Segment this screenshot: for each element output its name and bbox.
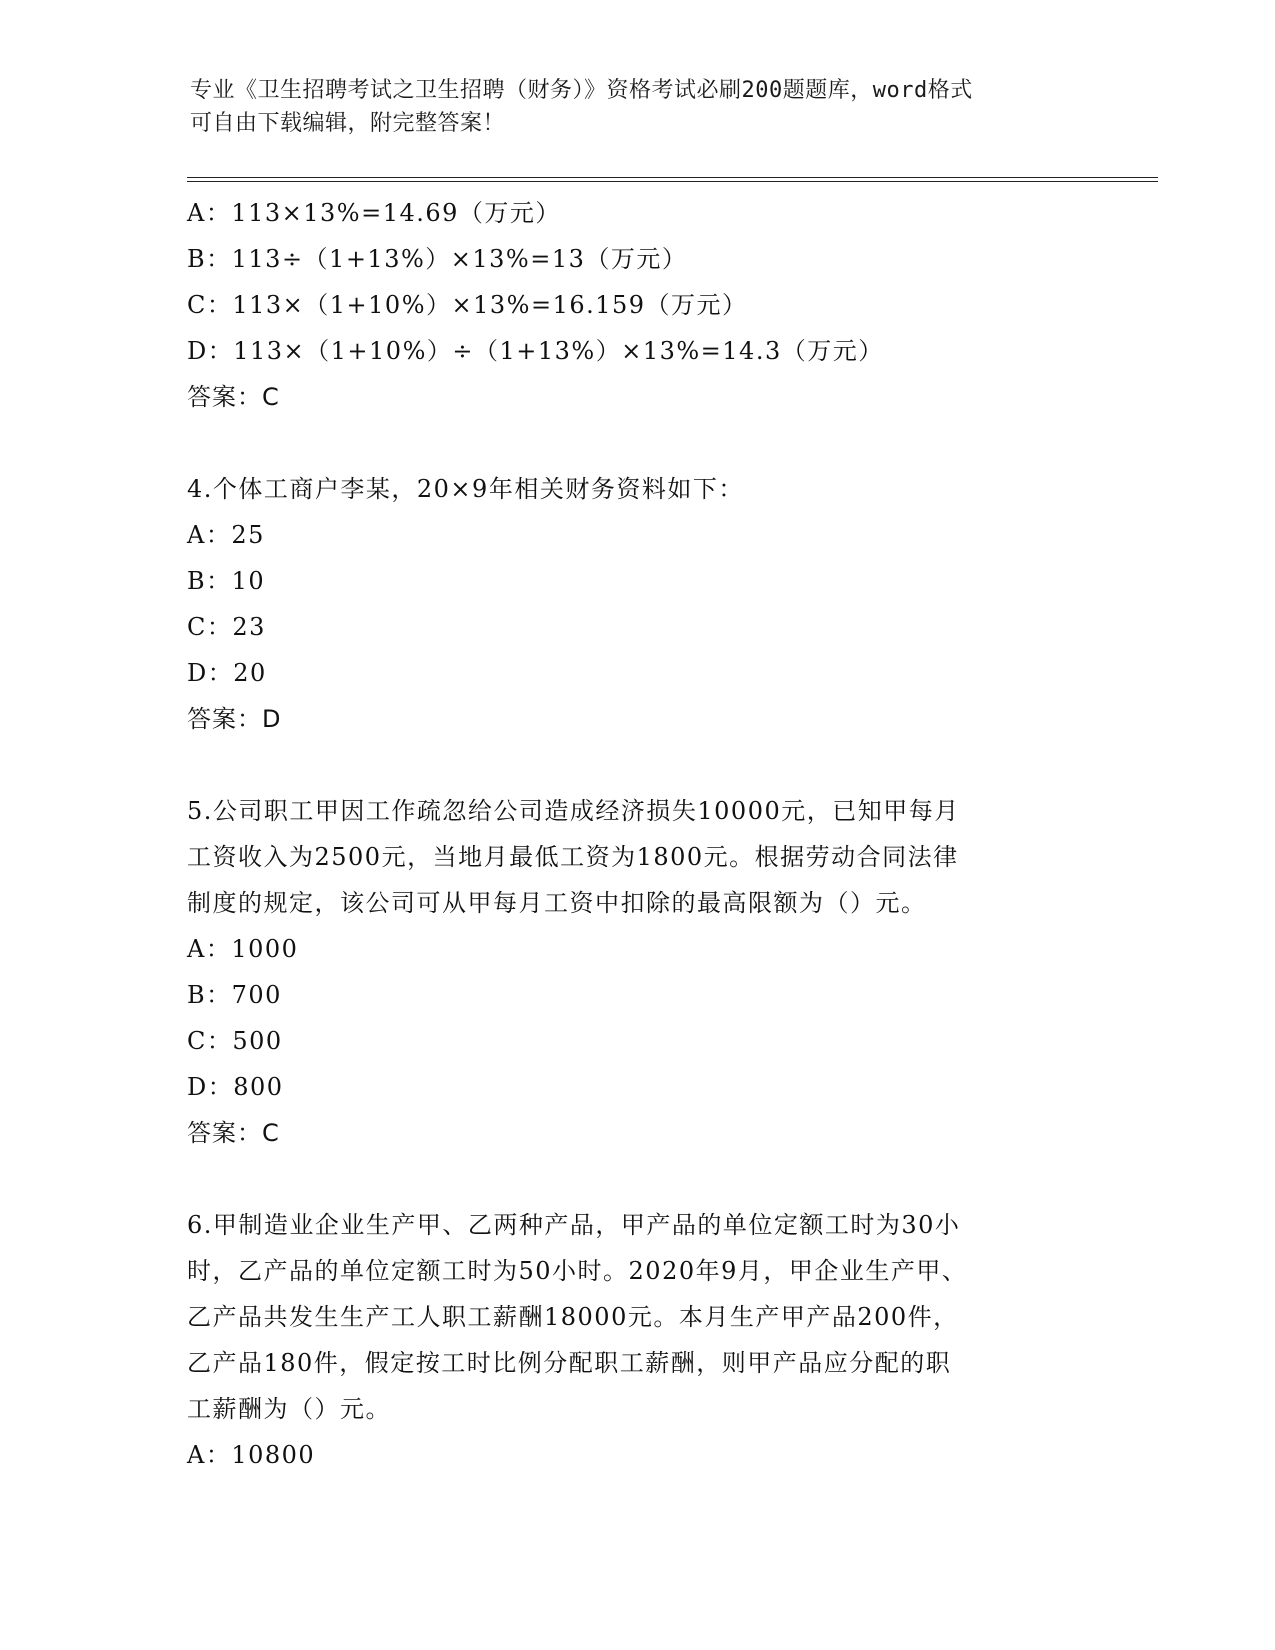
- option-c: C：500: [187, 1027, 283, 1055]
- option-d: D：800: [187, 1073, 284, 1101]
- question-5: [187, 788, 1067, 1156]
- question-stem-line-3: 制度的规定，该公司可从甲每月工资中扣除的最高限额为（）元。: [187, 889, 927, 917]
- question-stem-line-2: 工资收入为2500元，当地月最低工资为1800元。根据劳动合同法律: [187, 843, 959, 871]
- question-6: [187, 1202, 1067, 1478]
- header-divider-bottom: [187, 181, 1158, 182]
- spacer: [187, 1156, 1067, 1202]
- option-a: A：25: [187, 521, 265, 549]
- header-line-2: 可自由下载编辑，附完整答案！: [190, 111, 506, 136]
- option-c: C：23: [187, 613, 266, 641]
- option-c: C：113×（1+10%）×13%=16.159（万元）: [187, 291, 748, 319]
- spacer: [187, 420, 1067, 466]
- option-b: B：700: [187, 981, 282, 1009]
- question-stem-line-1: 6.甲制造业企业生产甲、乙两种产品，甲产品的单位定额工时为30小: [187, 1211, 961, 1239]
- answer-line: 答案：D: [187, 705, 282, 733]
- answer-line: 答案：C: [187, 383, 280, 411]
- question-list: [187, 190, 1067, 1478]
- question-stem-line-1: 5.公司职工甲因工作疏忽给公司造成经济损失10000元，已知甲每月: [187, 797, 960, 825]
- question-stem-line-5: 工薪酬为（）元。: [187, 1395, 391, 1423]
- header-line-1: 专业《卫生招聘考试之卫生招聘（财务）》资格考试必刷200题题库，word格式: [190, 78, 973, 103]
- question-3: [187, 190, 1067, 420]
- question-stem-line-4: 乙产品180件，假定按工时比例分配职工薪酬，则甲产品应分配的职: [187, 1349, 952, 1377]
- option-a: A：113×13%=14.69（万元）: [187, 199, 561, 227]
- answer-line: 答案：C: [187, 1119, 280, 1147]
- option-d: D：113×（1+10%）÷（1+13%）×13%=14.3（万元）: [187, 337, 884, 365]
- question-stem: 4.个体工商户李某，20×9年相关财务资料如下：: [187, 475, 744, 503]
- option-a: A：1000: [187, 935, 299, 963]
- header-divider-top: [187, 177, 1158, 178]
- document-header: [190, 74, 1090, 140]
- option-b: B：113÷（1+13%）×13%=13（万元）: [187, 245, 688, 273]
- question-stem-line-3: 乙产品共发生生产工人职工薪酬18000元。本月生产甲产品200件，: [187, 1303, 959, 1331]
- question-stem-line-2: 时，乙产品的单位定额工时为50小时。2020年9月，甲企业生产甲、: [187, 1257, 968, 1285]
- option-b: B：10: [187, 567, 266, 595]
- option-d: D：20: [187, 659, 267, 687]
- option-a: A：10800: [187, 1441, 316, 1469]
- question-4: [187, 466, 1067, 742]
- spacer: [187, 742, 1067, 788]
